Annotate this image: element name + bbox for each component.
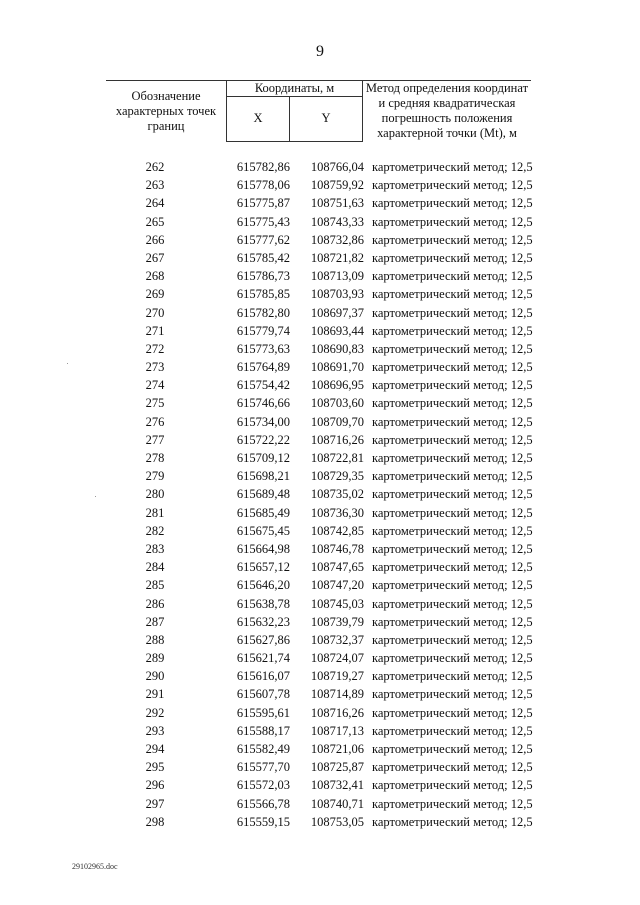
table-row [106, 304, 536, 322]
x-coordinate: 615607,78 [236, 687, 290, 702]
table-row [106, 740, 536, 758]
method-value: картометрический метод; 12,5 [372, 814, 533, 829]
point-number: 294 [145, 742, 165, 756]
table-row [106, 431, 536, 449]
point-number: 273 [145, 360, 165, 375]
method-value: картометрический метод; 12,5 [372, 723, 533, 738]
table-row [106, 667, 536, 685]
table-row [106, 685, 536, 703]
x-coordinate: 615785,85 [236, 287, 290, 302]
method-value: картометрический метод; 12,5 [372, 614, 533, 629]
point-number: 285 [145, 578, 165, 593]
coordinates-header: Координаты, м [227, 81, 363, 97]
table-row [106, 467, 536, 485]
x-coordinate: 615621,74 [236, 651, 290, 666]
table-row [106, 394, 536, 412]
table-row [106, 267, 536, 285]
y-coordinate: 108713,09 [310, 269, 364, 284]
y-coordinate: 108703,60 [310, 396, 364, 411]
point-number: 264 [145, 196, 165, 211]
y-column-header: Y [290, 97, 363, 141]
x-coordinate: 615559,15 [236, 814, 290, 829]
method-value: картометрический метод; 12,5 [372, 742, 533, 756]
table-row [106, 631, 536, 649]
method-value: картометрический метод; 12,5 [372, 360, 533, 375]
method-value: картометрический метод; 12,5 [372, 396, 533, 411]
scan-speck [67, 363, 68, 364]
x-coordinate: 615764,89 [236, 360, 290, 375]
table-row [106, 358, 536, 376]
x-coordinate: 615627,86 [236, 632, 290, 647]
method-value: картометрический метод; 12,5 [372, 560, 533, 575]
method-value: картометрический метод; 12,5 [372, 778, 533, 793]
method-value: картометрический метод; 12,5 [372, 541, 533, 556]
method-value: картометрический метод; 12,5 [372, 705, 533, 720]
table-row [106, 813, 536, 831]
y-coordinate: 108719,27 [310, 669, 364, 684]
y-coordinate: 108732,86 [310, 232, 364, 247]
point-designation-header: Обозначение характерных точек границ [106, 81, 227, 142]
method-value: картометрический метод; 12,5 [372, 432, 533, 447]
method-value: картометрический метод; 12,5 [372, 523, 533, 538]
x-column-header: X [227, 97, 290, 141]
x-coordinate: 615632,23 [236, 614, 290, 629]
y-coordinate: 108759,92 [310, 178, 364, 193]
y-coordinate: 108743,33 [310, 214, 364, 229]
point-number: 267 [145, 250, 165, 265]
y-coordinate: 108716,26 [310, 432, 364, 447]
y-coordinate: 108693,44 [310, 323, 364, 338]
method-value: картометрический метод; 12,5 [372, 505, 533, 520]
table-row [106, 322, 536, 340]
table-row [106, 376, 536, 394]
method-value: картометрический метод; 12,5 [372, 196, 533, 211]
table-row [106, 485, 536, 503]
x-coordinate: 615777,62 [236, 232, 290, 247]
method-value: картометрический метод; 12,5 [372, 214, 533, 229]
point-number: 279 [145, 469, 165, 484]
x-coordinate: 615646,20 [236, 578, 290, 593]
y-coordinate: 108747,20 [310, 578, 364, 593]
table-row [106, 613, 536, 631]
y-coordinate: 108742,85 [310, 523, 364, 538]
method-value: картометрический метод; 12,5 [372, 232, 533, 247]
point-number: 296 [145, 778, 165, 793]
y-coordinate: 108722,81 [310, 451, 364, 465]
x-coordinate: 615664,98 [236, 541, 290, 556]
point-number: 275 [145, 396, 165, 411]
point-number: 287 [145, 614, 165, 629]
x-coordinate: 615657,12 [236, 560, 290, 575]
table-row [106, 158, 536, 176]
point-number: 289 [145, 651, 165, 666]
x-coordinate: 615773,63 [236, 341, 290, 356]
point-number: 292 [145, 705, 165, 720]
y-coordinate: 108717,13 [310, 723, 364, 738]
x-coordinate: 615698,21 [236, 469, 290, 484]
point-number: 283 [145, 541, 165, 556]
point-number: 291 [145, 687, 165, 702]
method-value: картометрический метод; 12,5 [372, 250, 533, 265]
x-coordinate: 615722,22 [236, 432, 290, 447]
point-number: 274 [145, 378, 165, 393]
point-number: 265 [145, 214, 165, 229]
y-coordinate: 108745,03 [310, 596, 364, 611]
point-number: 297 [145, 796, 165, 811]
x-coordinate: 615638,78 [236, 596, 290, 611]
method-value: картометрический метод; 12,5 [372, 378, 533, 393]
method-value: картометрический метод; 12,5 [372, 178, 533, 193]
y-coordinate: 108697,37 [310, 305, 364, 320]
table-row [106, 340, 536, 358]
coordinates-table-body [106, 158, 536, 831]
document-filename: 29102965.doc [72, 862, 118, 871]
y-coordinate: 108725,87 [310, 760, 364, 775]
x-coordinate: 615786,73 [236, 269, 290, 284]
point-number: 293 [145, 723, 165, 738]
x-coordinate: 615775,43 [236, 214, 290, 229]
table-row [106, 504, 536, 522]
point-number: 270 [145, 305, 165, 320]
method-value: картометрический метод; 12,5 [372, 414, 533, 429]
x-coordinate: 615754,42 [236, 378, 290, 393]
y-coordinate: 108736,30 [310, 505, 364, 520]
y-coordinate: 108753,05 [310, 814, 364, 829]
y-coordinate: 108714,89 [310, 687, 364, 702]
table-row [106, 558, 536, 576]
y-coordinate: 108703,93 [310, 287, 364, 302]
y-coordinate: 108729,35 [310, 469, 364, 484]
point-number: 280 [145, 487, 165, 502]
y-coordinate: 108735,02 [310, 487, 364, 502]
y-coordinate: 108746,78 [310, 541, 364, 556]
y-coordinate: 108766,04 [310, 160, 364, 174]
point-number: 298 [145, 814, 165, 829]
table-row [106, 595, 536, 613]
x-coordinate: 615778,06 [236, 178, 290, 193]
method-value: картометрический метод; 12,5 [372, 632, 533, 647]
method-value: картометрический метод; 12,5 [372, 305, 533, 320]
table-row [106, 449, 536, 467]
method-value: картометрический метод; 12,5 [372, 596, 533, 611]
point-number: 268 [145, 269, 165, 284]
x-coordinate: 615785,42 [236, 250, 290, 265]
table-row [106, 758, 536, 776]
point-number: 263 [145, 178, 165, 193]
x-coordinate: 615595,61 [236, 705, 290, 720]
x-coordinate: 615709,12 [236, 451, 290, 465]
method-value: картометрический метод; 12,5 [372, 469, 533, 484]
point-number: 277 [145, 432, 165, 447]
method-value: картометрический метод; 12,5 [372, 796, 533, 811]
method-value: картометрический метод; 12,5 [372, 487, 533, 502]
page-number: 9 [316, 43, 324, 60]
point-number: 281 [145, 505, 165, 520]
y-coordinate: 108724,07 [310, 651, 364, 666]
y-coordinate: 108716,26 [310, 705, 364, 720]
point-number: 269 [145, 287, 165, 302]
y-coordinate: 108721,06 [310, 742, 364, 756]
y-coordinate: 108739,79 [310, 614, 364, 629]
method-value: картометрический метод; 12,5 [372, 287, 533, 302]
method-value: картометрический метод; 12,5 [372, 578, 533, 593]
table-row [106, 776, 536, 794]
table-row [106, 704, 536, 722]
method-value: картометрический метод; 12,5 [372, 160, 533, 174]
method-value: картометрический метод; 12,5 [372, 669, 533, 684]
table-row [106, 522, 536, 540]
point-number: 276 [145, 414, 165, 429]
x-coordinate: 615689,48 [236, 487, 290, 502]
table-row [106, 649, 536, 667]
table-row [106, 722, 536, 740]
point-number: 266 [145, 232, 165, 247]
x-coordinate: 615582,49 [236, 742, 290, 756]
x-coordinate: 615572,03 [236, 778, 290, 793]
point-number: 290 [145, 669, 165, 684]
method-header: Метод определения координат и средняя квадратическая погрешность положения характерной точки (Mt), м [363, 81, 532, 142]
point-number: 288 [145, 632, 165, 647]
y-coordinate: 108732,41 [310, 778, 364, 793]
table-row [106, 540, 536, 558]
x-coordinate: 615588,17 [236, 723, 290, 738]
method-value: картометрический метод; 12,5 [372, 651, 533, 666]
method-value: картометрический метод; 12,5 [372, 269, 533, 284]
table-row [106, 176, 536, 194]
table-row [106, 231, 536, 249]
table-header [106, 80, 531, 142]
method-value: картометрический метод; 12,5 [372, 341, 533, 356]
point-number: 278 [145, 451, 165, 465]
y-coordinate: 108747,65 [310, 560, 364, 575]
y-coordinate: 108751,63 [310, 196, 364, 211]
y-coordinate: 108690,83 [310, 341, 364, 356]
y-coordinate: 108721,82 [310, 250, 364, 265]
method-value: картометрический метод; 12,5 [372, 687, 533, 702]
y-coordinate: 108732,37 [310, 632, 364, 647]
method-value: картометрический метод; 12,5 [372, 323, 533, 338]
x-coordinate: 615616,07 [236, 669, 290, 684]
x-coordinate: 615566,78 [236, 796, 290, 811]
x-coordinate: 615782,86 [236, 160, 290, 174]
table-row [106, 213, 536, 231]
x-coordinate: 615779,74 [236, 323, 290, 338]
point-number: 272 [145, 341, 165, 356]
point-number: 262 [145, 160, 165, 174]
x-coordinate: 615782,80 [236, 305, 290, 320]
scan-speck [95, 496, 96, 497]
point-number: 295 [145, 760, 165, 775]
point-number: 271 [145, 323, 165, 338]
y-coordinate: 108740,71 [310, 796, 364, 811]
table-row [106, 413, 536, 431]
point-number: 284 [145, 560, 165, 575]
table-row [106, 576, 536, 594]
point-number: 282 [145, 523, 165, 538]
table-row [106, 795, 536, 813]
x-coordinate: 615685,49 [236, 505, 290, 520]
point-number: 286 [145, 596, 165, 611]
method-value: картометрический метод; 12,5 [372, 760, 533, 775]
y-coordinate: 108691,70 [310, 360, 364, 375]
method-value: картометрический метод; 12,5 [372, 451, 533, 465]
x-coordinate: 615675,45 [236, 523, 290, 538]
x-coordinate: 615775,87 [236, 196, 290, 211]
table-row [106, 285, 536, 303]
table-row [106, 194, 536, 212]
table-row [106, 249, 536, 267]
y-coordinate: 108709,70 [310, 414, 364, 429]
x-coordinate: 615734,00 [236, 414, 290, 429]
y-coordinate: 108696,95 [310, 378, 364, 393]
x-coordinate: 615577,70 [236, 760, 290, 775]
x-coordinate: 615746,66 [236, 396, 290, 411]
